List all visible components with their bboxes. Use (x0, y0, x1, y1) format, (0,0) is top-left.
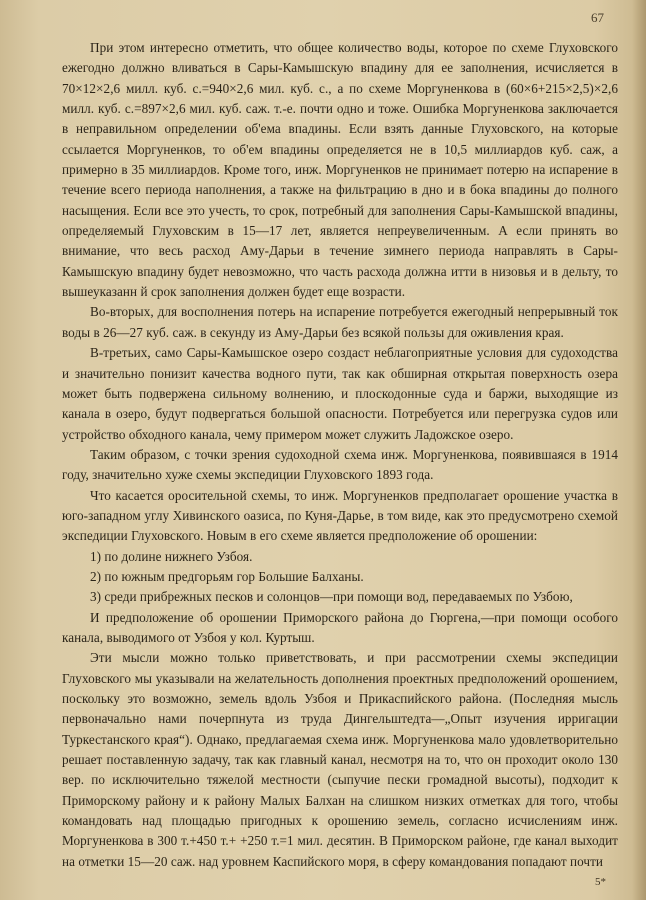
list-item: 3) среди прибрежных песков и солонцов—при помощи вод, передаваемых по Узбою, (90, 589, 573, 605)
body-text (62, 38, 618, 872)
signature-mark: 5* (595, 876, 606, 888)
page-edge-shadow (632, 0, 646, 900)
paragraph: В-третьих, само Сары-Камышское озеро создаст неблагоприятные условия для судоходства и значительно понизит качества водного пути, так как обширная открытая поверхность озера может быть подвержена сильному волнению, и плоскодонные суда и баржи, выходящие из канала в озеро, будут подвергаться большой опасности. Потребуется или перегрузка судов или устройство обходного канала, чему примером может служить Ладожское озеро. (62, 345, 618, 442)
paragraph: Что касается оросительной схемы, то инж. Моргуненков предполагает орошение участка в юго-западном углу Хивинского оазиса, по Куня-Дарье, в том виде, как это предусмотрено схемой экспедиции Глуховского. Новым в его схеме является предположение об орошении: (62, 487, 618, 544)
page-number: 67 (591, 10, 604, 25)
paragraph: Эти мысли можно только приветствовать, и при рассмотрении схемы экспедиции Глуховского мы указывали на желательность дополнения проектных предположений орошением, поскольку это возможно, земель вдоль Узбоя и Прикаспийского района. (Последняя мысль первоначально нами почерпнута из труда Дингельштедта—„Опыт изучения ирригации Туркестанского края“). Однако, предлагаемая схема инж. Моргуненкова мало удовлетворительно решает поставленную задачу, так как главный канал, несмотря на то, что он проходит около 130 вер. по исключительно тяжелой местности (сыпучие пески громадной высоты), подходит к Приморскому району и к району Малых Балхан на слишком низких отметках для того, чтобы командовать над площадью пригодных к орошению земель, согласно исчислениям инж. Моргуненкова в 300 т.+450 т.+ +250 т.=1 мил. десятин. В Приморском районе, где канал выходит на отметки 15—20 саж. над уровнем Каспийского моря, в сферу командования попадают почти (62, 650, 618, 869)
list-item: 2) по южным предгорьям гор Большие Балханы. (90, 568, 364, 584)
list-item: 1) по долине нижнего Узбоя. (90, 548, 253, 564)
paragraph: Таким образом, с точки зрения судоходной схема инж. Моргуненкова, появившаяся в 1914 году, значительно хуже схемы экспедиции Глуховского 1893 года. (62, 446, 618, 483)
paragraph: При этом интересно отметить, что общее количество воды, которое по схеме Глуховского ежегодно должно вливаться в Сары-Камышскую впадину для ее заполнения, исчисляется в 70×12×2,6 милл. куб. с.=940×2,6 мил. куб. с., а по схеме Моргуненкова в (60×6+215×2,5)×2,6 милл. куб. с.=897×2,6 мил. куб. саж. т.-е. почти одно и тоже. Ошибка Моргуненкова заключается в неправильном определении об'ема впадины. Если взять данные Глуховского, на которые ссылается Моргуненков, то об'ем впадины определяется не в 10,5 миллиардов куб. саж, а примерно в 35 миллиардов. Кроме того, инж. Моргуненков не принимает потерю на испарение в течение всего периода наполнения, а также на фильтрацию в дно и в бока впадины до полного насыщения. Если все это учесть, то срок, потребный для заполнения Сары-Камышской впадины, определяемый Глуховским в 15—17 лет, является непреувеличенным. А если принять во внимание, что весь расход Аму-Дарьи в течение зимнего периода направлять в Сары-Камышскую впадину будет невозможно, что часть расхода должна итти в низовья и в дельту, то вышеуказанн й срок заполнения должен будет еще возрасти. (62, 40, 618, 300)
paragraph: Во-вторых, для восполнения потерь на испарение потребуется ежегодный непрерывный ток воды в 26—27 куб. саж. в секунду из Аму-Дарьи без всякой пользы для оживления края. (62, 304, 618, 340)
paragraph: И предположение об орошении Приморского района до Гюргена,—при помощи особого канала, выводимого от Узбоя у кол. Куртыш. (62, 609, 618, 645)
